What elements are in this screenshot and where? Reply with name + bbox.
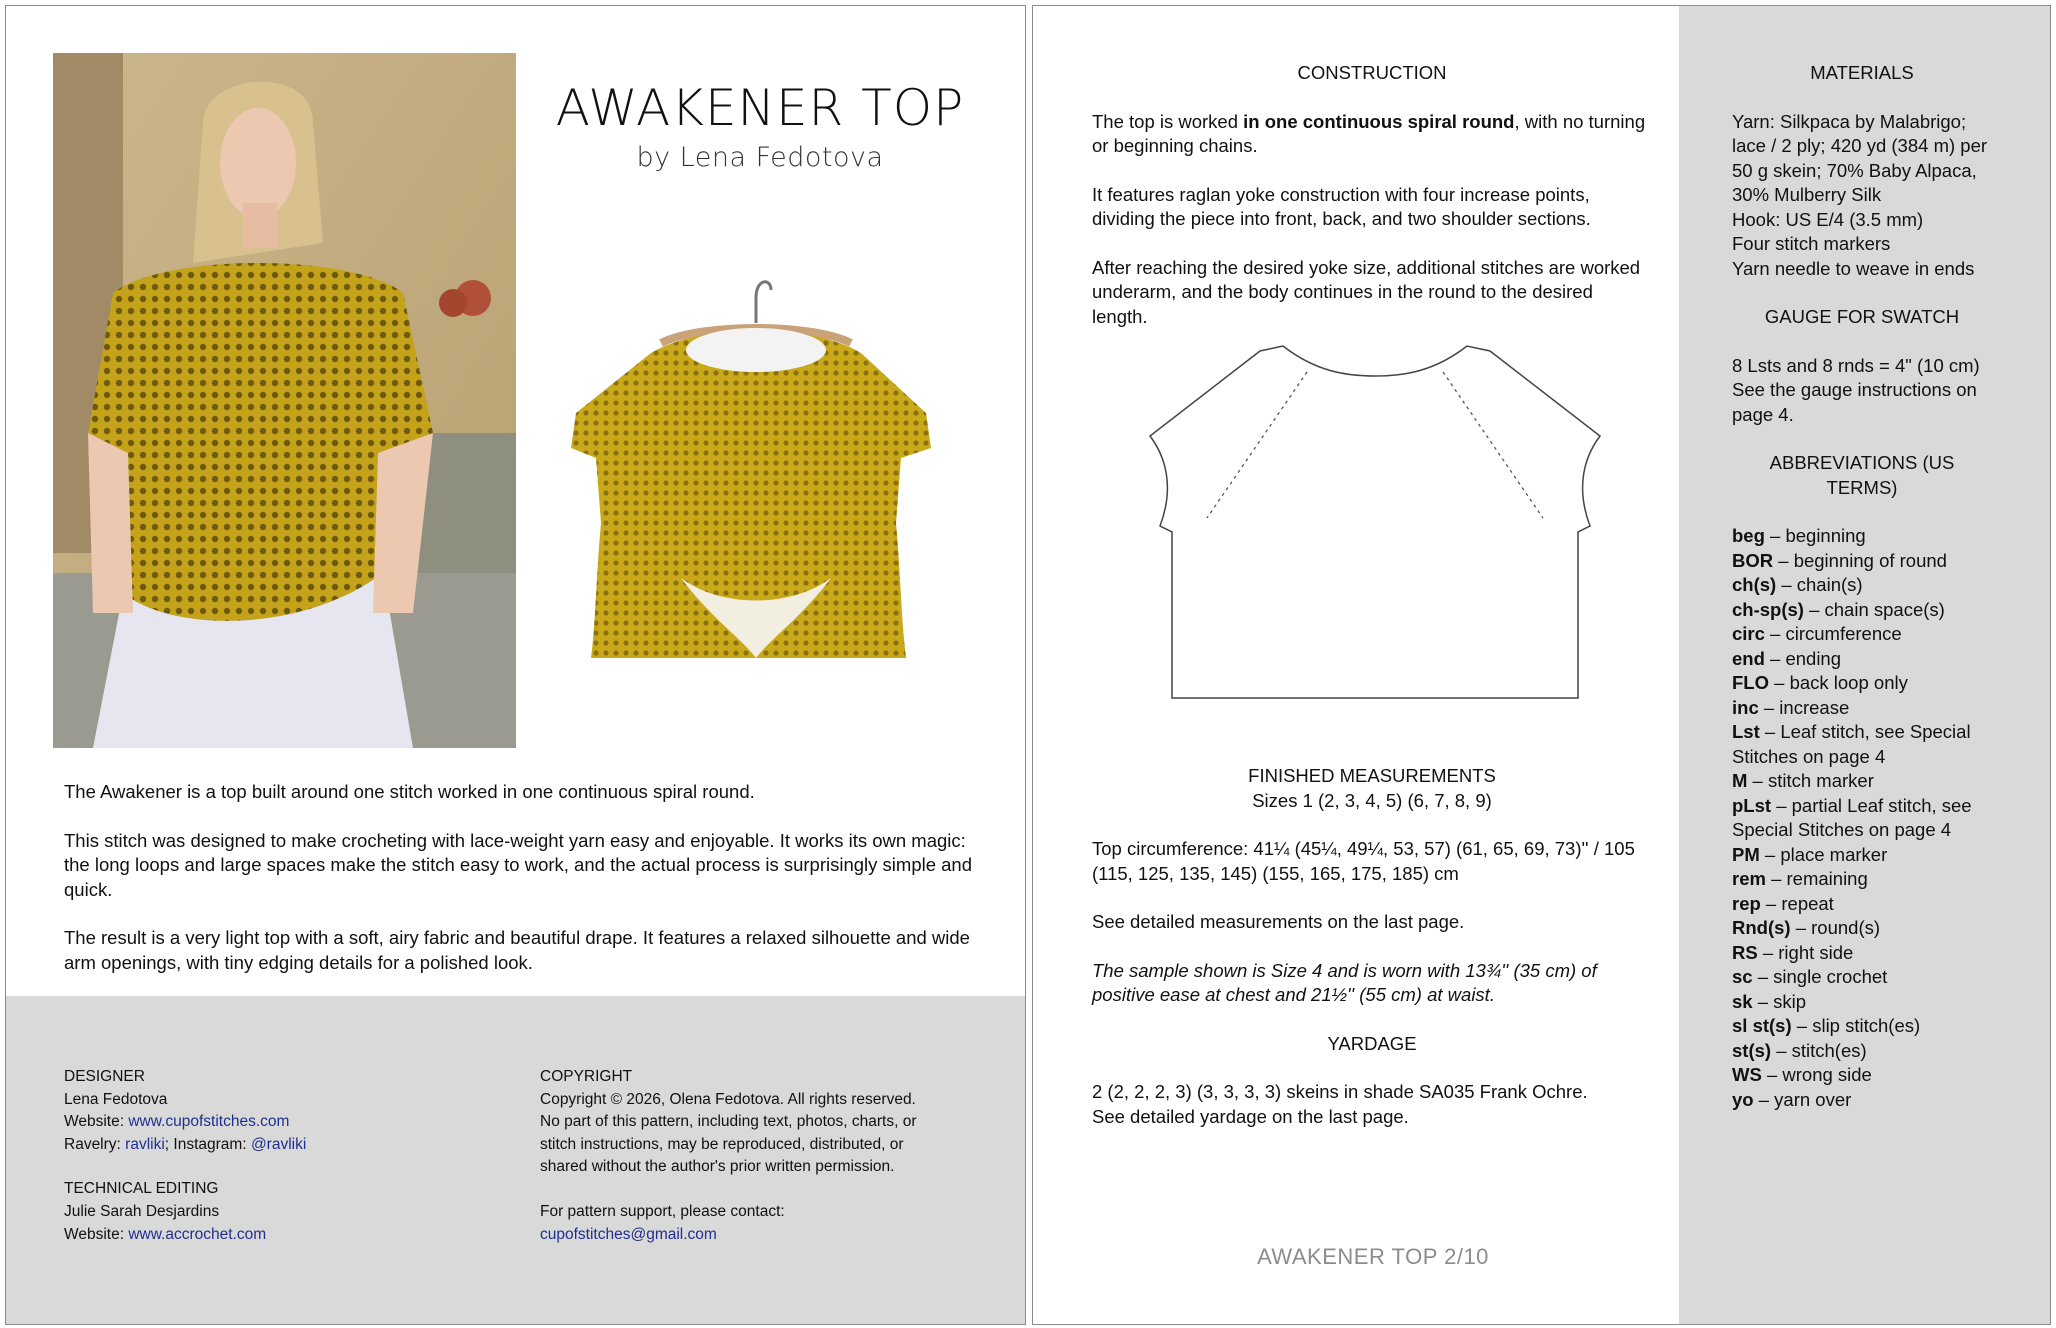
abbreviation-item [1732, 696, 2032, 721]
abbreviation-item [1732, 990, 2032, 1015]
abbreviation-definition: – stitch(es) [1771, 1039, 1867, 1061]
materials-sidebar [1679, 6, 2051, 1324]
tech-editor-website-link[interactable]: www.accrochet.com [128, 1225, 267, 1243]
abbreviation-item [1732, 1088, 2032, 1113]
abbreviation-item [1732, 965, 2032, 990]
designer-heading: DESIGNER [64, 1068, 145, 1085]
abbreviation-definition: – single crochet [1752, 966, 1888, 987]
abbreviation-term: yo [1732, 1088, 1754, 1110]
pattern-introduction [64, 780, 984, 999]
abbreviations-heading: ABBREVIATIONS (US TERMS) [1769, 452, 1955, 498]
abbreviation-item [1732, 867, 2032, 892]
abbreviation-term: M [1732, 770, 1748, 791]
page-number-footer: AWAKENER TOP 2/10 [1257, 1244, 1489, 1269]
abbreviation-item [1732, 843, 2032, 868]
materials-line: lace / 2 ply; 420 yd (384 m) per [1732, 135, 1988, 156]
abbreviation-item [1732, 1039, 2032, 1064]
instagram-label: ; Instagram: [164, 1135, 251, 1153]
instagram-link[interactable]: @ravliki [250, 1135, 307, 1153]
abbreviation-definition: – remaining [1765, 868, 1868, 889]
sizes-line: Sizes 1 (2, 3, 4, 5) (6, 7, 8, 9) [1252, 789, 1492, 811]
abbreviation-definition: – Leaf stitch, see Special [1759, 721, 1971, 742]
abbreviation-definition: – beginning of round [1773, 549, 1947, 571]
abbreviation-term: st(s) [1732, 1039, 1772, 1061]
yardage-line: See detailed yardage on the last page. [1092, 1105, 1409, 1127]
pattern-cover-page [5, 5, 1026, 1325]
abbreviation-term: BOR [1732, 549, 1774, 571]
abbreviation-definition: Special Stitches on page 4 [1732, 819, 1952, 840]
construction-text: , with no turning or beginning chains. [1092, 110, 1646, 156]
abbreviation-item [1732, 622, 2032, 647]
top-on-hanger-photo [571, 278, 941, 678]
abbreviation-item [1732, 1014, 2032, 1039]
abbreviation-item [1732, 794, 2032, 819]
intro-paragraph: This stitch was designed to make crocheting with lace-weight yarn easy and enjoyable. It works its own magic: the long loops and large spaces make the stitch easy to work, and the actual process is surprisingly simple and quick. [64, 829, 973, 900]
abbreviation-definition: – repeat [1760, 892, 1834, 914]
tech-editing-heading: TECHNICAL EDITING [64, 1180, 219, 1198]
materials-line: 30% Mulberry Silk [1732, 184, 1882, 205]
construction-heading: CONSTRUCTION [1297, 62, 1447, 83]
materials-list [1732, 110, 2032, 282]
abbreviation-definition: – partial Leaf stitch, see [1771, 794, 1972, 816]
materials-line: 50 g skein; 70% Baby Alpaca, [1732, 159, 1977, 181]
intro-paragraph: The Awakener is a top built around one stitch worked in one continuous spiral round. [64, 781, 755, 802]
pattern-byline: by Lena Fedotova [636, 142, 884, 173]
website-label: Website: [64, 1113, 129, 1131]
credits-left-column [64, 1066, 484, 1268]
abbreviation-definition: – chain(s) [1776, 574, 1863, 595]
abbreviation-definition: – yarn over [1753, 1088, 1852, 1110]
copyright-line: stitch instructions, may be reproduced, distributed, or [540, 1135, 904, 1153]
abbreviation-item [1732, 941, 2032, 966]
credits-right-column [540, 1066, 980, 1268]
designer-website-link[interactable]: www.cupofstitches.com [128, 1113, 290, 1131]
measurements-note: See detailed measurements on the last page. [1092, 911, 1465, 932]
pattern-title: AWAKENER TOP [555, 79, 965, 137]
tech-editor-website-line [64, 1224, 484, 1247]
abbreviation-item [1732, 524, 2032, 549]
abbreviation-term: rem [1732, 868, 1766, 889]
abbreviation-term: ch-sp(s) [1732, 598, 1804, 620]
abbreviation-definition: – place marker [1759, 843, 1888, 865]
abbreviation-item [1732, 549, 2032, 574]
designer-social-line [64, 1134, 484, 1157]
abbreviation-term: sk [1732, 990, 1753, 1012]
designer-credit [64, 1066, 484, 1156]
abbreviation-term: PM [1732, 843, 1760, 865]
construction-text: The top is worked [1092, 110, 1244, 132]
finished-measurements-heading: FINISHED MEASUREMENTS [1248, 765, 1496, 786]
support-email-link[interactable]: cupofstitches@gmail.com [540, 1225, 717, 1243]
copyright-line: No part of this pattern, including text, photos, charts, or [540, 1113, 917, 1131]
abbreviation-item [1732, 892, 2032, 917]
abbreviation-definition: – beginning [1764, 525, 1866, 546]
copyright-line: Copyright © 2026, Olena Fedotova. All rights reserved. [540, 1090, 916, 1108]
abbreviation-definition: – back loop only [1769, 672, 1908, 693]
abbreviation-item [1732, 671, 2032, 696]
construction-paragraph: It features raglan yoke construction with four increase points, dividing the piece into front, back, and two shoulder sections. [1092, 183, 1591, 229]
tech-editor-name: Julie Sarah Desjardins [64, 1202, 220, 1220]
abbreviation-definition: – stitch marker [1747, 770, 1874, 791]
abbreviation-term: ch(s) [1732, 574, 1777, 595]
pattern-details-page [1032, 5, 2051, 1325]
pattern-title-block [554, 78, 966, 173]
ravelry-label: Ravelry: [64, 1135, 126, 1153]
abbreviation-definition: – ending [1764, 647, 1842, 669]
materials-line: Hook: US E/4 (3.5 mm) [1732, 208, 1924, 230]
technical-editing-credit [64, 1178, 484, 1246]
gauge-heading: GAUGE FOR SWATCH [1764, 306, 1960, 327]
abbreviation-item [1732, 818, 2032, 843]
circumference-text: Top circumference: 41¼ (45¼, 49¼, 53, 57) (61, 65, 69, 73)'' / 105 (115, 125, 135, 145) (155, 165, 175, 185) cm [1092, 838, 1635, 884]
sidebar-content [1732, 61, 2032, 1112]
abbreviation-definition: – right side [1757, 941, 1854, 963]
abbreviation-term: sl st(s) [1732, 1015, 1792, 1036]
abbreviation-term: WS [1732, 1064, 1762, 1085]
abbreviation-item [1732, 916, 2032, 941]
yardage-heading: YARDAGE [1327, 1032, 1417, 1054]
materials-heading: MATERIALS [1810, 62, 1914, 83]
abbreviation-term: inc [1732, 696, 1759, 718]
construction-paragraph: After reaching the desired yoke size, additional stitches are worked underarm, and the body continues in the round to the desired length. [1092, 256, 1641, 327]
abbreviation-item [1732, 598, 2032, 623]
materials-line: Yarn: Silkpaca by Malabrigo; [1732, 110, 1967, 132]
abbreviation-definition: – slip stitch(es) [1791, 1015, 1921, 1036]
materials-line: Four stitch markers [1732, 233, 1891, 254]
abbreviation-item [1732, 745, 2032, 770]
raglan-schematic-diagram [1145, 336, 1605, 706]
support-block [540, 1201, 980, 1246]
abbreviation-term: sc [1732, 966, 1753, 987]
designer-name: Lena Fedotova [64, 1090, 168, 1108]
abbreviation-term: Lst [1732, 721, 1760, 742]
abbreviation-definition: – wrong side [1761, 1064, 1872, 1085]
sample-note: The sample shown is Size 4 and is worn with 13¾'' (35 cm) of positive ease at chest and 21½'' (55 cm) at waist. [1092, 959, 1597, 1005]
construction-paragraph [1092, 110, 1652, 159]
abbreviation-item [1732, 720, 2032, 745]
website-label: Website: [64, 1225, 129, 1243]
abbreviation-item [1732, 647, 2032, 672]
abbreviation-definition: – skip [1752, 990, 1807, 1012]
abbreviation-term: FLO [1732, 672, 1769, 693]
abbreviation-term: RS [1732, 941, 1758, 963]
abbreviation-term: end [1732, 647, 1765, 669]
abbreviation-definition: – increase [1758, 696, 1850, 718]
copyright-line: shared without the author's prior written permission. [540, 1158, 895, 1176]
abbreviation-item [1732, 573, 2032, 598]
abbreviation-item [1732, 1063, 2032, 1088]
support-label: For pattern support, please contact: [540, 1202, 785, 1220]
model-wearing-top-photo [53, 53, 516, 748]
gauge-line: See the gauge instructions on [1732, 379, 1977, 400]
abbreviation-definition: – circumference [1764, 623, 1902, 644]
abbreviation-term: circ [1732, 623, 1765, 644]
copyright-block [540, 1066, 980, 1179]
abbreviation-definition: – round(s) [1790, 917, 1881, 938]
construction-emphasis: in one continuous spiral round [1243, 110, 1515, 132]
abbreviation-term: rep [1732, 892, 1761, 914]
credits-footer [6, 996, 1025, 1325]
copyright-heading: COPYRIGHT [540, 1068, 633, 1085]
abbreviation-term: beg [1732, 525, 1765, 546]
abbreviation-term: pLst [1732, 794, 1772, 816]
ravelry-link[interactable]: ravliki [125, 1135, 165, 1153]
intro-paragraph: The result is a very light top with a soft, airy fabric and beautiful drape. It features a relaxed silhouette and wide arm openings, with tiny edging details for a polished look. [64, 927, 970, 973]
yardage-line: 2 (2, 2, 2, 3) (3, 3, 3, 3) skeins in shade SA035 Frank Ochre. [1092, 1081, 1588, 1102]
abbreviation-term: Rnd(s) [1732, 917, 1791, 938]
abbreviations-list [1732, 524, 2032, 1112]
abbreviation-definition: Stitches on page 4 [1732, 745, 1886, 767]
designer-website-line [64, 1111, 484, 1134]
gauge-line: page 4. [1732, 403, 1794, 425]
gauge-line: 8 Lsts and 8 rnds = 4" (10 cm) [1732, 354, 1980, 376]
abbreviation-item [1732, 769, 2032, 794]
gauge-text [1732, 354, 2032, 428]
abbreviation-definition: – chain space(s) [1803, 598, 1945, 620]
materials-line: Yarn needle to weave in ends [1732, 257, 1975, 279]
